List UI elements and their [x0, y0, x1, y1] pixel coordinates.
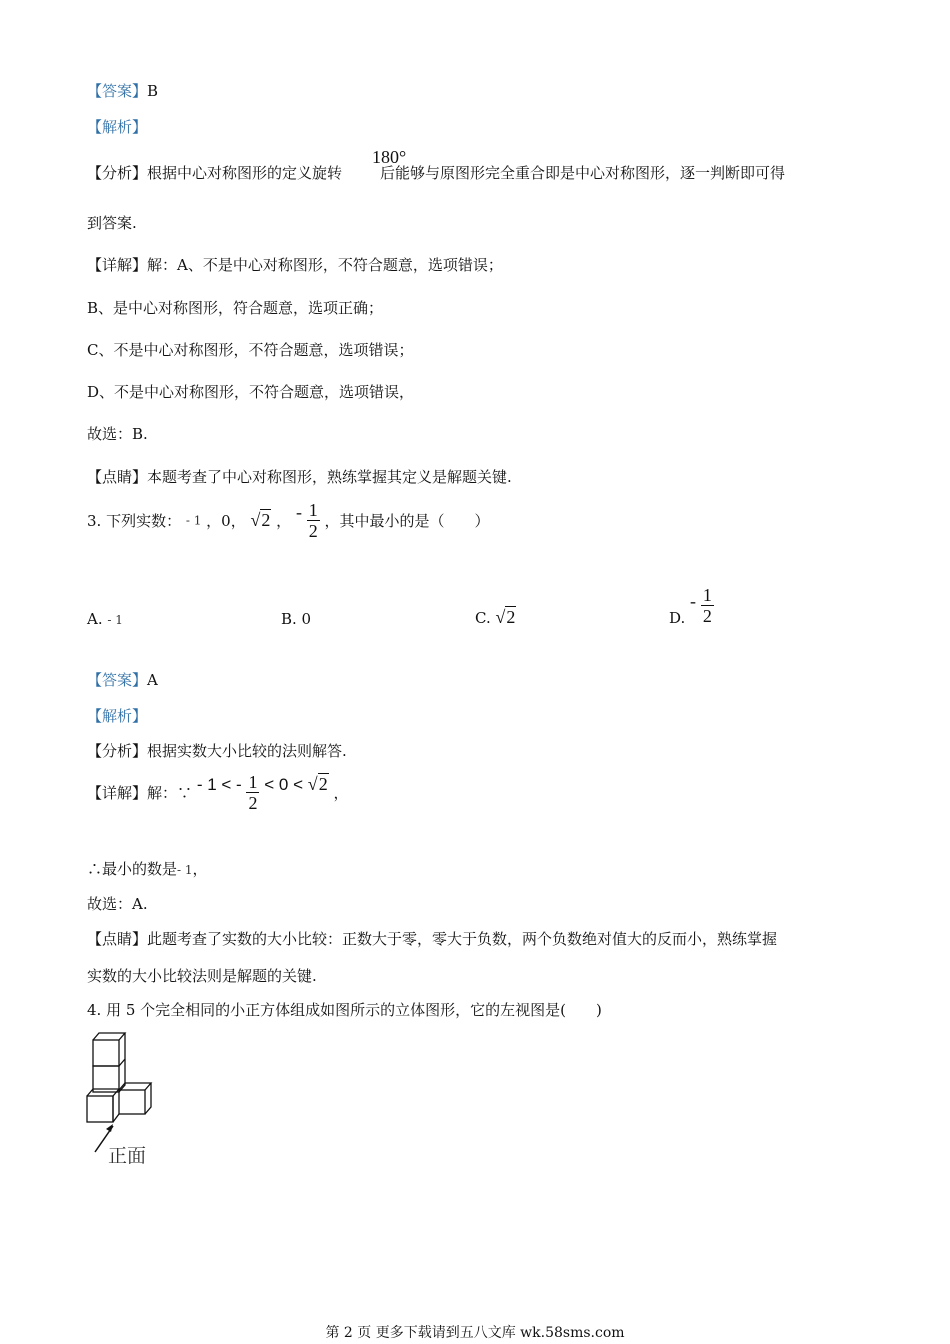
q3-therefore-line	[87, 858, 208, 881]
q3-therefore-value: - 1	[177, 863, 193, 877]
q3-therefore-b: ，	[192, 860, 208, 878]
q3-dianjing-tag: 【点睛】	[87, 930, 148, 948]
detail-line-a: 解：A、不是中心对称图形，不符合题意，选项错误；	[147, 256, 503, 274]
q3-ineq-comma: ，	[333, 784, 349, 802]
answer-value: B	[147, 82, 159, 100]
page-footer: 第 2 页 更多下载请到五八文库 wk.58sms.com	[325, 1325, 625, 1341]
q3-dianjing-line-2: 实数的大小比较法则是解题的关键.	[87, 967, 317, 985]
q3-stem-a: 3. 下列实数：	[87, 512, 182, 530]
q3-ineq-num: 1	[248, 772, 258, 792]
fenxi-line	[87, 162, 785, 184]
analysis-tag: 【解析】	[87, 118, 148, 136]
q3-ineq-radicand: 2	[318, 774, 328, 794]
option-a-value: - 1	[107, 613, 123, 627]
q3-dianjing-a: 此题考查了实数的大小比较：正数大于零，零大于负数，两个负数绝对值大的反而小，熟练掌握	[147, 930, 778, 948]
detail-line-b: B、是中心对称图形，符合题意，选项正确；	[87, 299, 384, 317]
option-c-radicand: 2	[506, 607, 516, 627]
cube-bottom-right-front	[119, 1090, 145, 1114]
q3-answer-line	[87, 669, 158, 691]
option-d-fraction	[701, 585, 714, 626]
cube-top-side	[119, 1033, 125, 1066]
q3-half-den: 2	[308, 521, 318, 541]
q3-ineq-a: - 1 < -	[196, 774, 242, 794]
q3-ineq-sqrt: √2	[307, 774, 328, 794]
q3-xiangjie-tag: 【详解】	[87, 784, 148, 802]
q3-neg-sign: -	[295, 502, 302, 522]
q3-answer-tag: 【答案】	[87, 671, 148, 689]
fenxi-tag: 【分析】	[87, 164, 148, 182]
q3-dianjing-line	[87, 928, 777, 950]
option-d-label: D.	[669, 608, 686, 627]
front-label: 正面	[108, 1145, 147, 1167]
q3-fenxi-tag: 【分析】	[87, 742, 148, 760]
option-c-value: √2	[495, 607, 516, 627]
q3-half-num: 1	[308, 500, 318, 520]
q3-neg-one: - 1	[185, 513, 202, 528]
xiangjie-line	[87, 254, 503, 276]
q3-sqrt-radicand: 2	[261, 510, 271, 530]
fenxi-line-2: 到答案.	[87, 214, 137, 232]
q3-fenxi-line	[87, 740, 347, 762]
q3-stem-b: ，0，	[206, 512, 246, 530]
cube-top-top	[93, 1033, 125, 1040]
q3-xiangjie-a: 解：∵	[147, 784, 193, 802]
option-d	[669, 585, 714, 626]
answer-tag: 【答案】	[87, 82, 148, 100]
analysis-heading	[87, 116, 147, 138]
option-a	[87, 610, 123, 628]
q3-analysis-heading	[87, 705, 147, 727]
choose-line: 故选：B.	[87, 425, 148, 443]
option-d-neg: -	[690, 591, 697, 611]
dianjing-tag: 【点睛】	[87, 468, 148, 486]
q3-stem: 3. 下列实数： - 1 ，0， √2 ， - $\frac{1}{2}$ ，其中最小的是（ ）	[87, 500, 490, 541]
q3-sqrt-two: √2	[250, 510, 271, 530]
q3-options	[87, 585, 847, 635]
q3-therefore-a: ∴最小的数是	[87, 860, 178, 878]
detail-line-c: C、不是中心对称图形，不符合题意，选项错误；	[87, 341, 414, 359]
option-d-den: 2	[702, 606, 712, 626]
cube-bottom-left-front	[87, 1096, 113, 1122]
option-c	[475, 607, 516, 628]
q3-half-fraction	[307, 500, 320, 541]
q3-stem-c: ，其中最小的是（ ）	[324, 512, 490, 530]
q3-fenxi-text: 根据实数大小比较的法则解答.	[147, 742, 347, 760]
q3-xiangjie-line	[87, 772, 348, 813]
q3-analysis-tag: 【解析】	[87, 707, 148, 725]
q3-ineq-fraction	[246, 772, 259, 813]
xiangjie-tag: 【详解】	[87, 256, 148, 274]
fenxi-text-a: 根据中心对称图形的定义旋转	[147, 164, 343, 182]
option-b-label: B. 0	[281, 610, 312, 628]
option-c-label: C.	[475, 609, 491, 627]
q3-choose-line: 故选：A.	[87, 895, 148, 913]
dianjing-text: 本题考查了中心对称图形，熟练掌握其定义是解题关键.	[147, 468, 512, 486]
q3-ineq-b: < 0 <	[264, 774, 304, 794]
detail-line-d: D、不是中心对称图形，不符合题意，选项错误，	[87, 383, 415, 401]
q3-answer-value: A	[147, 671, 158, 689]
cube-middle-front	[93, 1066, 119, 1092]
option-b	[281, 610, 311, 628]
angle-180: 180°	[372, 147, 407, 167]
fenxi-text-b: 后能够与原图形完全重合即是中心对称图形，逐一判断即可得	[380, 164, 786, 182]
answer-line	[87, 80, 158, 102]
q4-stem: 4. 用 5 个完全相同的小正方体组成如图所示的立体图形，它的左视图是( )	[87, 1001, 602, 1019]
cube-bottom-right-side	[145, 1083, 151, 1114]
option-a-label: A.	[87, 610, 103, 628]
cube-top-front	[93, 1040, 119, 1066]
option-d-num: 1	[702, 585, 712, 605]
q3-ineq-den: 2	[248, 793, 258, 813]
dianjing-line	[87, 466, 512, 488]
